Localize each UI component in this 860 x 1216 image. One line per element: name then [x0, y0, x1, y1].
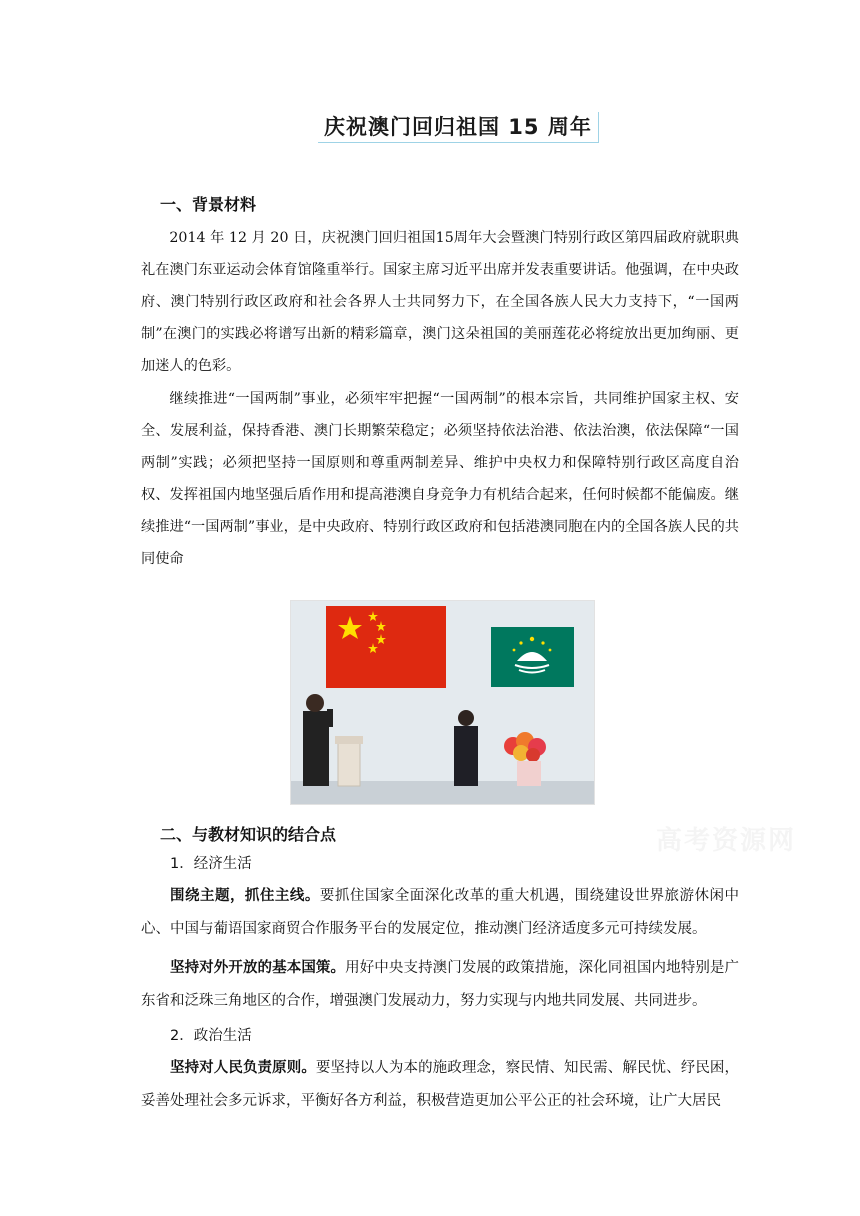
paragraph-background-1: 2014 年 12 月 20 日，庆祝澳门回归祖国15周年大会暨澳门特别行政区第四届政府就职典礼在澳门东亚运动会体育馆隆重举行。国家主席习近平出席并发表重要讲话。他强调，在中央政府、澳门特别行政区政府和社会各界人士共同努力下，在全国各族人民大力支持下，“一国两制”在澳门的实践必将谱写出新的精彩篇章，澳门这朵祖国的美丽莲花必将绽放出更加绚丽、更加迷人的色彩。	[141, 230, 739, 374]
paragraph-text: 要抓住国家全面深化改革的重大机遇，围绕建设世界旅游休闲中心、中国与葡语国家商贸合作服务平台的发展定位，推动澳门经济适度多元可持续发展。	[141, 888, 740, 937]
section-heading-background: 一、背景材料	[160, 195, 257, 214]
china-flag-icon	[326, 606, 446, 688]
bold-lead: 围绕主题，抓住主线。	[170, 888, 320, 904]
ceremony-photo	[290, 600, 595, 805]
bold-lead: 坚持对人民负责原则。	[170, 1060, 316, 1076]
subheading-politics: 2．政治生活	[170, 1028, 252, 1044]
paragraph-text: 用好中央支持澳门发展的政策措施，深化同祖国内地特别是广东省和泛珠三角地区的合作，增强澳门发展动力，努力实现与内地共同发展、共同进步。	[141, 960, 740, 1009]
bold-lead: 坚持对外开放的基本国策。	[170, 960, 346, 976]
watermark: 高考资源网	[656, 826, 797, 856]
paragraph-politics-1	[141, 1052, 739, 1117]
paragraph-text: 要坚持以人为本的施政理念，察民情、知民需、解民忧、纾民困，妥善处理社会多元诉求，平衡好各方利益，积极营造更加公平公正的社会环境，让广大居民	[141, 1060, 739, 1109]
document-title: 庆祝澳门回归祖国 15 周年	[318, 112, 599, 143]
paragraph-economics-1	[141, 880, 739, 945]
section-heading-textbook: 二、与教材知识的结合点	[160, 825, 337, 844]
subheading-economics: 1．经济生活	[170, 856, 252, 872]
ceremony-illustration	[291, 601, 594, 804]
paragraph-background-2: 继续推进“一国两制”事业，必须牢牢把握“一国两制”的根本宗旨，共同维护国家主权、安全、发展利益，保持香港、澳门长期繁荣稳定；必须坚持依法治港、依法治澳，依法保障“一国两制”实践；必须把坚持一国原则和尊重两制差异、维护中央权力和保障特别行政区高度自治权、发挥祖国内地坚强后盾作用和提高港澳自身竞争力有机结合起来，任何时候都不能偏废。继续推进“一国两制”事业，是中央政府、特别行政区政府和包括港澳同胞在内的全国各族人民的共同使命	[141, 391, 739, 567]
paragraph-economics-2	[141, 952, 739, 1017]
